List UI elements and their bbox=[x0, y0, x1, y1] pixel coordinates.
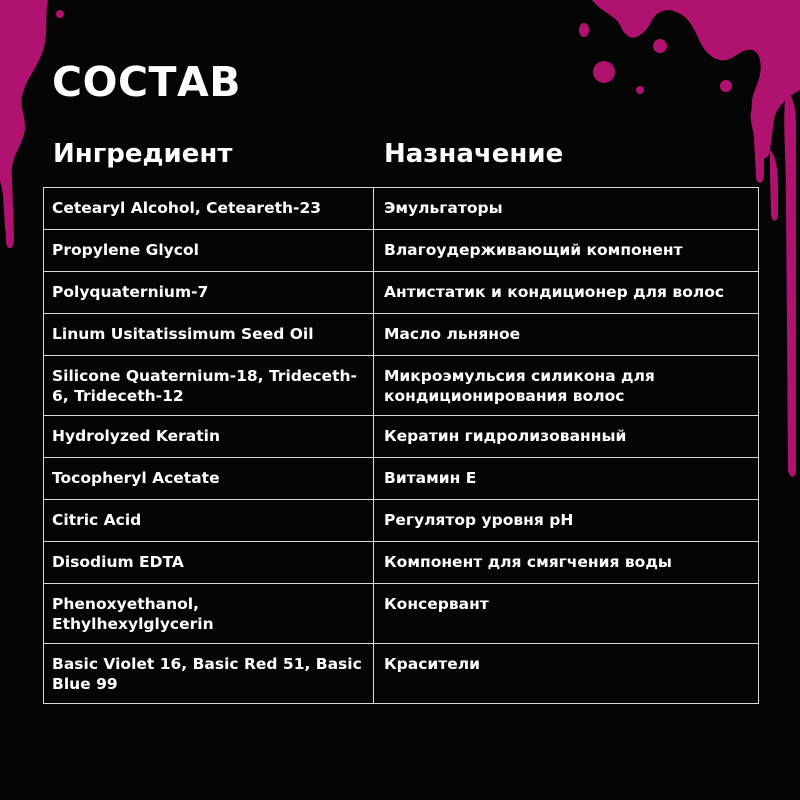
table-row bbox=[44, 188, 759, 230]
purpose-cell: Влагоудерживающий компонент bbox=[374, 230, 759, 272]
table-row bbox=[44, 458, 759, 500]
purpose-cell: Консервант bbox=[374, 584, 759, 644]
page-title: СОСТАВ bbox=[52, 58, 241, 106]
ingredient-cell: Phenoxyethanol, Ethylhexylglycerin bbox=[44, 584, 374, 644]
ingredient-cell: Polyquaternium-7 bbox=[44, 272, 374, 314]
table-row bbox=[44, 314, 759, 356]
purpose-cell: Эмульгаторы bbox=[374, 188, 759, 230]
table-row bbox=[44, 230, 759, 272]
ingredient-cell: Linum Usitatissimum Seed Oil bbox=[44, 314, 374, 356]
ingredient-cell: Silicone Quaternium-18, Trideceth-6, Trideceth-12 bbox=[44, 356, 374, 416]
column-header-ingredient: Ингредиент bbox=[53, 139, 233, 169]
table-row bbox=[44, 272, 759, 314]
ingredient-cell: Citric Acid bbox=[44, 500, 374, 542]
table-row bbox=[44, 356, 759, 416]
table-row bbox=[44, 644, 759, 704]
table-row bbox=[44, 416, 759, 458]
purpose-cell: Микроэмульсия силикона для кондиционирования волос bbox=[374, 356, 759, 416]
table-row bbox=[44, 584, 759, 644]
purpose-cell: Масло льняное bbox=[374, 314, 759, 356]
table-row bbox=[44, 500, 759, 542]
ingredient-cell: Tocopheryl Acetate bbox=[44, 458, 374, 500]
ingredient-cell: Basic Violet 16, Basic Red 51, Basic Blue 99 bbox=[44, 644, 374, 704]
purpose-cell: Регулятор уровня рН bbox=[374, 500, 759, 542]
ingredient-cell: Hydrolyzed Keratin bbox=[44, 416, 374, 458]
ingredient-cell: Disodium EDTA bbox=[44, 542, 374, 584]
purpose-cell: Кератин гидролизованный bbox=[374, 416, 759, 458]
ingredient-cell: Cetearyl Alcohol, Ceteareth-23 bbox=[44, 188, 374, 230]
column-header-purpose: Назначение bbox=[384, 139, 564, 169]
purpose-cell: Витамин Е bbox=[374, 458, 759, 500]
table-row bbox=[44, 542, 759, 584]
purpose-cell: Антистатик и кондиционер для волос bbox=[374, 272, 759, 314]
purpose-cell: Компонент для смягчения воды bbox=[374, 542, 759, 584]
ingredients-table bbox=[43, 187, 759, 704]
ingredient-cell: Propylene Glycol bbox=[44, 230, 374, 272]
purpose-cell: Красители bbox=[374, 644, 759, 704]
